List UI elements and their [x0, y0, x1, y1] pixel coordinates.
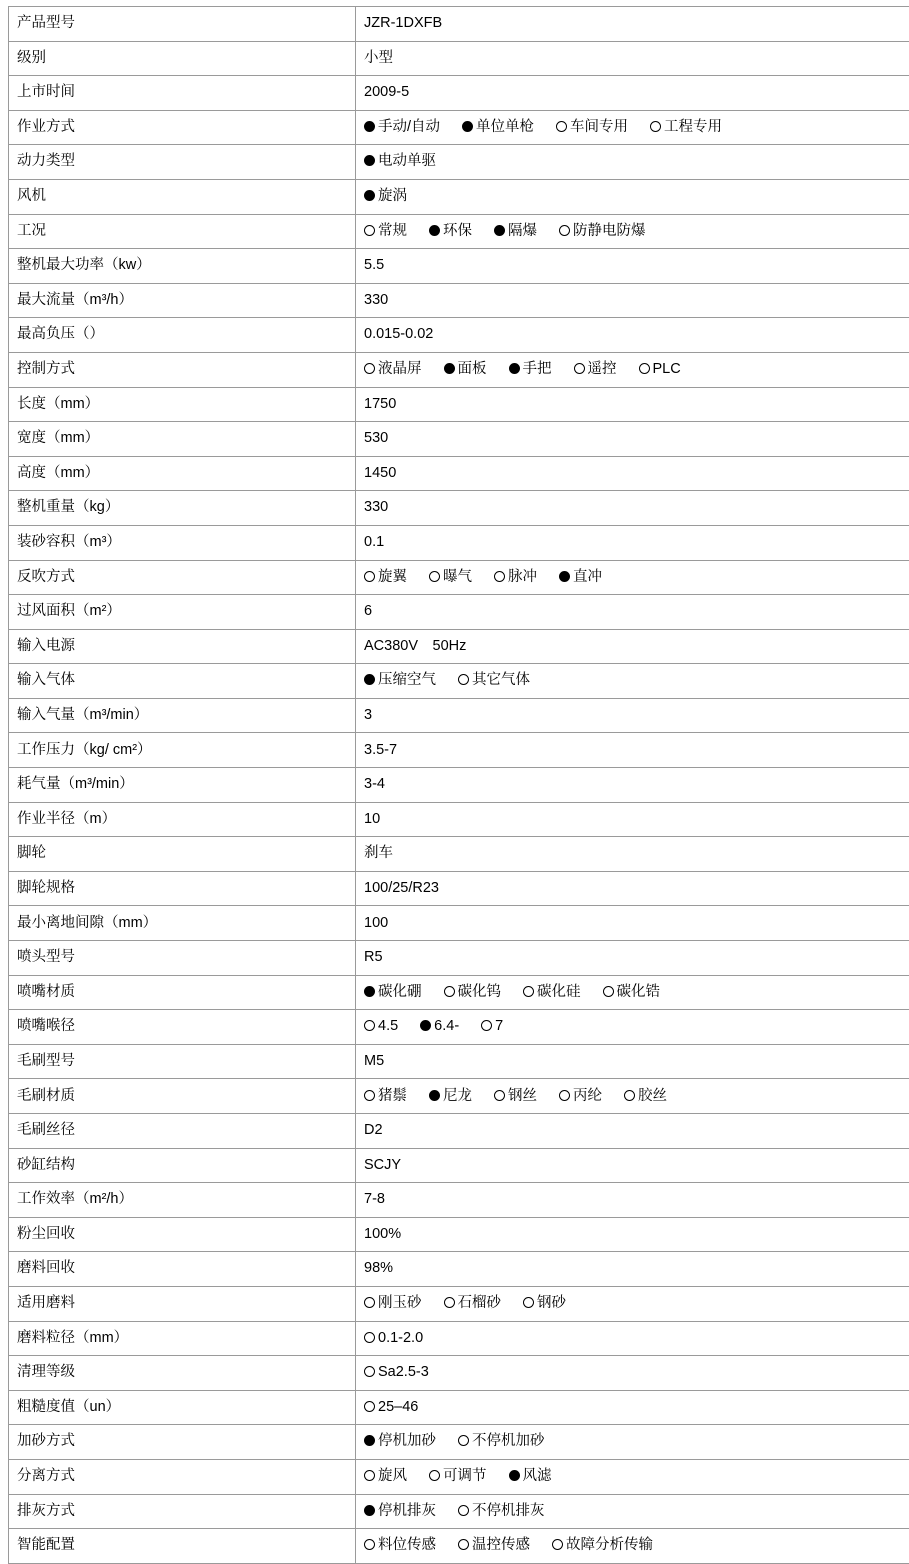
radio-unselected-icon	[364, 571, 375, 582]
spec-option-label: 碳化钨	[458, 984, 502, 1000]
spec-value-cell: 100%	[356, 1217, 909, 1252]
spec-value-cell: 1450	[356, 456, 909, 491]
table-row	[9, 1217, 909, 1252]
spec-label-cell: 毛刷型号	[9, 1044, 356, 1079]
spec-option-label: 料位传感	[378, 1537, 436, 1553]
spec-option-label: 旋风	[378, 1468, 407, 1484]
spec-option-label: 电动单驱	[378, 153, 436, 169]
radio-unselected-icon	[458, 1505, 469, 1516]
spec-label-cell: 耗气量（m³/min）	[9, 768, 356, 803]
spec-option[interactable]	[364, 188, 407, 205]
spec-option-label: 手动/自动	[378, 119, 440, 135]
radio-selected-icon	[444, 363, 455, 374]
spec-option[interactable]	[494, 569, 537, 586]
table-row	[9, 837, 909, 872]
spec-value-cell: 98%	[356, 1252, 909, 1287]
spec-option-label: 曝气	[443, 569, 472, 585]
radio-unselected-icon	[559, 1090, 570, 1101]
spec-label-cell: 动力类型	[9, 145, 356, 180]
spec-value-cell: 2009-5	[356, 76, 909, 111]
spec-option-label: 故障分析传输	[566, 1537, 653, 1553]
spec-option[interactable]	[523, 984, 581, 1001]
spec-value-cell: 100	[356, 906, 909, 941]
spec-label-cell: 工作效率（m²/h）	[9, 1183, 356, 1218]
table-row	[9, 1010, 909, 1045]
spec-value-cell	[356, 1286, 909, 1321]
spec-option[interactable]	[603, 984, 661, 1001]
radio-unselected-icon	[559, 225, 570, 236]
spec-option-label: PLC	[653, 361, 681, 377]
spec-option-label: 4.5	[378, 1018, 398, 1034]
spec-option[interactable]	[509, 1468, 552, 1485]
spec-value-cell: 6	[356, 595, 909, 630]
spec-value-cell: 1750	[356, 387, 909, 422]
spec-label-cell: 脚轮规格	[9, 871, 356, 906]
spec-table	[8, 6, 909, 1564]
radio-unselected-icon	[444, 1297, 455, 1308]
spec-value-cell	[356, 1356, 909, 1391]
spec-label-cell: 整机最大功率（kw）	[9, 249, 356, 284]
table-row	[9, 1079, 909, 1114]
spec-option-label: 手把	[523, 361, 552, 377]
spec-label-cell: 毛刷丝径	[9, 1114, 356, 1149]
table-row	[9, 491, 909, 526]
spec-option-label: 旋翼	[378, 569, 407, 585]
spec-label-cell: 整机重量（kg）	[9, 491, 356, 526]
spec-option[interactable]	[364, 569, 407, 586]
spec-value-cell	[356, 560, 909, 595]
table-row	[9, 1252, 909, 1287]
spec-option[interactable]	[364, 1364, 429, 1381]
spec-label-cell: 毛刷材质	[9, 1079, 356, 1114]
table-row	[9, 560, 909, 595]
spec-value-cell: JZR-1DXFB	[356, 7, 909, 42]
spec-option-label: 常规	[378, 223, 407, 239]
radio-unselected-icon	[429, 571, 440, 582]
spec-option-label: 不停机排灰	[472, 1503, 545, 1519]
spec-option[interactable]	[364, 1399, 418, 1416]
spec-option[interactable]	[364, 1503, 436, 1520]
spec-value-cell: 0.015-0.02	[356, 318, 909, 353]
spec-label-cell: 清理等级	[9, 1356, 356, 1391]
table-row	[9, 941, 909, 976]
spec-option-label: 尼龙	[443, 1088, 472, 1104]
radio-selected-icon	[364, 674, 375, 685]
radio-unselected-icon	[364, 1332, 375, 1343]
table-row	[9, 7, 909, 42]
spec-option[interactable]	[559, 223, 646, 240]
spec-label-cell: 级别	[9, 41, 356, 76]
radio-selected-icon	[420, 1020, 431, 1031]
radio-selected-icon	[494, 225, 505, 236]
radio-unselected-icon	[552, 1539, 563, 1550]
spec-option-label: 丙纶	[573, 1088, 602, 1104]
spec-label-cell: 最小离地间隙（mm）	[9, 906, 356, 941]
spec-label-cell: 反吹方式	[9, 560, 356, 595]
table-row	[9, 110, 909, 145]
table-row	[9, 387, 909, 422]
spec-option-label: 其它气体	[472, 672, 530, 688]
spec-option-label: 面板	[458, 361, 487, 377]
spec-option[interactable]	[364, 1537, 436, 1554]
spec-option[interactable]	[494, 223, 537, 240]
spec-option-label: 胶丝	[638, 1088, 667, 1104]
spec-value-cell	[356, 975, 909, 1010]
spec-option[interactable]	[364, 153, 436, 170]
spec-option[interactable]	[639, 361, 681, 378]
radio-selected-icon	[509, 363, 520, 374]
spec-option[interactable]	[559, 1088, 602, 1105]
spec-label-cell: 控制方式	[9, 352, 356, 387]
table-row	[9, 1494, 909, 1529]
radio-unselected-icon	[364, 1539, 375, 1550]
spec-value-cell	[356, 214, 909, 249]
radio-selected-icon	[364, 190, 375, 201]
spec-option[interactable]	[420, 1018, 459, 1035]
table-row	[9, 76, 909, 111]
table-row	[9, 1148, 909, 1183]
spec-option[interactable]	[462, 119, 534, 136]
radio-unselected-icon	[523, 1297, 534, 1308]
radio-selected-icon	[429, 1090, 440, 1101]
spec-option[interactable]	[458, 672, 530, 689]
spec-value-cell	[356, 179, 909, 214]
spec-value-cell	[356, 1459, 909, 1494]
radio-unselected-icon	[494, 1090, 505, 1101]
spec-label-cell: 长度（mm）	[9, 387, 356, 422]
spec-option-label: 碳化锆	[617, 984, 661, 1000]
table-row	[9, 595, 909, 630]
spec-option[interactable]	[364, 1295, 422, 1312]
spec-value-cell: R5	[356, 941, 909, 976]
spec-option-label: 碳化硼	[378, 984, 422, 1000]
radio-unselected-icon	[481, 1020, 492, 1031]
spec-value-cell: 3.5-7	[356, 733, 909, 768]
spec-label-cell: 粗糙度值（un）	[9, 1390, 356, 1425]
table-row	[9, 249, 909, 284]
spec-option[interactable]	[364, 361, 422, 378]
radio-unselected-icon	[364, 363, 375, 374]
radio-unselected-icon	[364, 1090, 375, 1101]
spec-option-label: 隔爆	[508, 223, 537, 239]
radio-selected-icon	[364, 155, 375, 166]
spec-option[interactable]	[494, 1088, 537, 1105]
spec-value-cell	[356, 1321, 909, 1356]
spec-option-label: 刚玉砂	[378, 1295, 422, 1311]
radio-unselected-icon	[364, 225, 375, 236]
radio-unselected-icon	[364, 1020, 375, 1031]
spec-label-cell: 加砂方式	[9, 1425, 356, 1460]
table-row	[9, 318, 909, 353]
spec-value-cell: 10	[356, 802, 909, 837]
spec-value-cell: 330	[356, 491, 909, 526]
spec-value-cell: 5.5	[356, 249, 909, 284]
spec-option[interactable]	[364, 1088, 407, 1105]
table-row	[9, 41, 909, 76]
spec-label-cell: 作业方式	[9, 110, 356, 145]
spec-value-cell: D2	[356, 1114, 909, 1149]
spec-option[interactable]	[364, 1433, 436, 1450]
spec-option-label: 遥控	[588, 361, 617, 377]
spec-value-cell	[356, 1529, 909, 1564]
spec-label-cell: 喷头型号	[9, 941, 356, 976]
table-row	[9, 456, 909, 491]
table-row	[9, 525, 909, 560]
table-row	[9, 768, 909, 803]
table-row	[9, 1529, 909, 1564]
spec-value-cell	[356, 352, 909, 387]
spec-option[interactable]	[429, 223, 472, 240]
radio-unselected-icon	[556, 121, 567, 132]
spec-option-label: 钢砂	[537, 1295, 566, 1311]
spec-label-cell: 宽度（mm）	[9, 422, 356, 457]
spec-option-label: 液晶屏	[378, 361, 422, 377]
spec-option[interactable]	[444, 361, 487, 378]
spec-option-label: 可调节	[443, 1468, 487, 1484]
table-row	[9, 179, 909, 214]
table-row	[9, 1390, 909, 1425]
table-row	[9, 214, 909, 249]
spec-value-cell: 100/25/R23	[356, 871, 909, 906]
spec-label-cell: 智能配置	[9, 1529, 356, 1564]
spec-value-cell	[356, 110, 909, 145]
spec-option-label: 碳化硅	[537, 984, 581, 1000]
spec-option-label: 钢丝	[508, 1088, 537, 1104]
table-row	[9, 1459, 909, 1494]
spec-option[interactable]	[364, 672, 436, 689]
spec-value-cell: AC380V 50Hz	[356, 629, 909, 664]
radio-unselected-icon	[458, 1539, 469, 1550]
spec-option-label: 单位单枪	[476, 119, 534, 135]
table-row	[9, 664, 909, 699]
spec-value-cell: 3	[356, 698, 909, 733]
spec-value-cell: SCJY	[356, 1148, 909, 1183]
spec-label-cell: 最高负压（）	[9, 318, 356, 353]
spec-label-cell: 工况	[9, 214, 356, 249]
spec-value-cell	[356, 1425, 909, 1460]
radio-selected-icon	[364, 1435, 375, 1446]
spec-value-cell: 刹车	[356, 837, 909, 872]
table-row	[9, 733, 909, 768]
radio-unselected-icon	[494, 571, 505, 582]
spec-option-label: 7	[495, 1018, 503, 1034]
table-row	[9, 629, 909, 664]
spec-option[interactable]	[650, 119, 722, 136]
table-row	[9, 145, 909, 180]
spec-option[interactable]	[458, 1433, 545, 1450]
spec-option-label: 停机排灰	[378, 1503, 436, 1519]
table-row	[9, 422, 909, 457]
radio-selected-icon	[364, 121, 375, 132]
radio-unselected-icon	[364, 1401, 375, 1412]
spec-label-cell: 输入电源	[9, 629, 356, 664]
spec-value-cell: 530	[356, 422, 909, 457]
spec-option[interactable]	[429, 1468, 487, 1485]
spec-label-cell: 磨料回收	[9, 1252, 356, 1287]
spec-label-cell: 粉尘回收	[9, 1217, 356, 1252]
spec-option[interactable]	[481, 1018, 503, 1035]
spec-option[interactable]	[364, 119, 440, 136]
radio-unselected-icon	[624, 1090, 635, 1101]
spec-label-cell: 工作压力（kg/ cm²）	[9, 733, 356, 768]
spec-label-cell: 作业半径（m）	[9, 802, 356, 837]
radio-unselected-icon	[639, 363, 650, 374]
radio-unselected-icon	[458, 674, 469, 685]
spec-label-cell: 磨料粒径（mm）	[9, 1321, 356, 1356]
spec-option-label: 直冲	[573, 569, 602, 585]
spec-label-cell: 排灰方式	[9, 1494, 356, 1529]
spec-option-label: Sa2.5-3	[378, 1364, 429, 1380]
spec-value-cell: M5	[356, 1044, 909, 1079]
radio-unselected-icon	[650, 121, 661, 132]
radio-unselected-icon	[364, 1297, 375, 1308]
spec-label-cell: 输入气体	[9, 664, 356, 699]
spec-label-cell: 输入气量（m³/min）	[9, 698, 356, 733]
spec-option[interactable]	[458, 1537, 530, 1554]
radio-unselected-icon	[523, 986, 534, 997]
spec-option-label: 不停机加砂	[472, 1433, 545, 1449]
spec-option[interactable]	[624, 1088, 667, 1105]
spec-label-cell: 脚轮	[9, 837, 356, 872]
radio-selected-icon	[559, 571, 570, 582]
spec-value-cell: 330	[356, 283, 909, 318]
spec-label-cell: 喷嘴喉径	[9, 1010, 356, 1045]
spec-option[interactable]	[458, 1503, 545, 1520]
radio-unselected-icon	[458, 1435, 469, 1446]
spec-option[interactable]	[509, 361, 552, 378]
spec-option-label: 脉冲	[508, 569, 537, 585]
table-row	[9, 975, 909, 1010]
radio-selected-icon	[462, 121, 473, 132]
spec-value-cell: 小型	[356, 41, 909, 76]
radio-selected-icon	[429, 225, 440, 236]
spec-value-cell	[356, 145, 909, 180]
radio-selected-icon	[509, 1470, 520, 1481]
spec-label-cell: 产品型号	[9, 7, 356, 42]
spec-label-cell: 最大流量（m³/h）	[9, 283, 356, 318]
spec-option-label: 0.1-2.0	[378, 1330, 423, 1346]
spec-value-cell	[356, 1494, 909, 1529]
spec-option-label: 温控传感	[472, 1537, 530, 1553]
spec-option-label: 防静电防爆	[573, 223, 646, 239]
spec-option[interactable]	[523, 1295, 566, 1312]
spec-label-cell: 装砂容积（m³）	[9, 525, 356, 560]
spec-label-cell: 适用磨料	[9, 1286, 356, 1321]
spec-option[interactable]	[444, 1295, 502, 1312]
spec-value-cell	[356, 664, 909, 699]
spec-label-cell: 分离方式	[9, 1459, 356, 1494]
spec-label-cell: 高度（mm）	[9, 456, 356, 491]
radio-unselected-icon	[429, 1470, 440, 1481]
radio-unselected-icon	[574, 363, 585, 374]
table-row	[9, 698, 909, 733]
table-row	[9, 1321, 909, 1356]
spec-option[interactable]	[556, 119, 628, 136]
spec-label-cell: 上市时间	[9, 76, 356, 111]
spec-option-label: 车间专用	[570, 119, 628, 135]
spec-option[interactable]	[574, 361, 617, 378]
spec-option[interactable]	[429, 1088, 472, 1105]
spec-option-label: 停机加砂	[378, 1433, 436, 1449]
table-row	[9, 1183, 909, 1218]
spec-label-cell: 风机	[9, 179, 356, 214]
radio-unselected-icon	[603, 986, 614, 997]
table-row	[9, 1114, 909, 1149]
spec-option-label: 压缩空气	[378, 672, 436, 688]
radio-selected-icon	[364, 986, 375, 997]
spec-option[interactable]	[552, 1537, 653, 1554]
spec-value-cell	[356, 1390, 909, 1425]
spec-option-label: 猪鬃	[378, 1088, 407, 1104]
spec-option[interactable]	[364, 223, 407, 240]
spec-option[interactable]	[429, 569, 472, 586]
table-row	[9, 1425, 909, 1460]
spec-option[interactable]	[364, 984, 422, 1001]
radio-unselected-icon	[364, 1470, 375, 1481]
spec-value-cell: 3-4	[356, 768, 909, 803]
spec-option-label: 工程专用	[664, 119, 722, 135]
table-row	[9, 352, 909, 387]
spec-option-label: 6.4-	[434, 1018, 459, 1034]
spec-option-label: 旋涡	[378, 188, 407, 204]
spec-table-body	[9, 7, 909, 1564]
spec-option-label: 25–46	[378, 1399, 418, 1415]
spec-option[interactable]	[364, 1468, 407, 1485]
spec-label-cell: 过风面积（m²）	[9, 595, 356, 630]
spec-option-label: 风滤	[523, 1468, 552, 1484]
spec-value-cell: 0.1	[356, 525, 909, 560]
spec-option-label: 环保	[443, 223, 472, 239]
spec-option[interactable]	[559, 569, 602, 586]
table-row	[9, 871, 909, 906]
table-row	[9, 283, 909, 318]
spec-option-label: 石榴砂	[458, 1295, 502, 1311]
table-row	[9, 802, 909, 837]
spec-option[interactable]	[364, 1330, 423, 1347]
spec-option[interactable]	[364, 1018, 398, 1035]
spec-value-cell: 7-8	[356, 1183, 909, 1218]
spec-option[interactable]	[444, 984, 502, 1001]
table-row	[9, 906, 909, 941]
radio-unselected-icon	[364, 1366, 375, 1377]
spec-value-cell	[356, 1079, 909, 1114]
table-row	[9, 1044, 909, 1079]
table-row	[9, 1356, 909, 1391]
spec-label-cell: 砂缸结构	[9, 1148, 356, 1183]
table-row	[9, 1286, 909, 1321]
radio-selected-icon	[364, 1505, 375, 1516]
spec-value-cell	[356, 1010, 909, 1045]
radio-unselected-icon	[444, 986, 455, 997]
spec-label-cell: 喷嘴材质	[9, 975, 356, 1010]
